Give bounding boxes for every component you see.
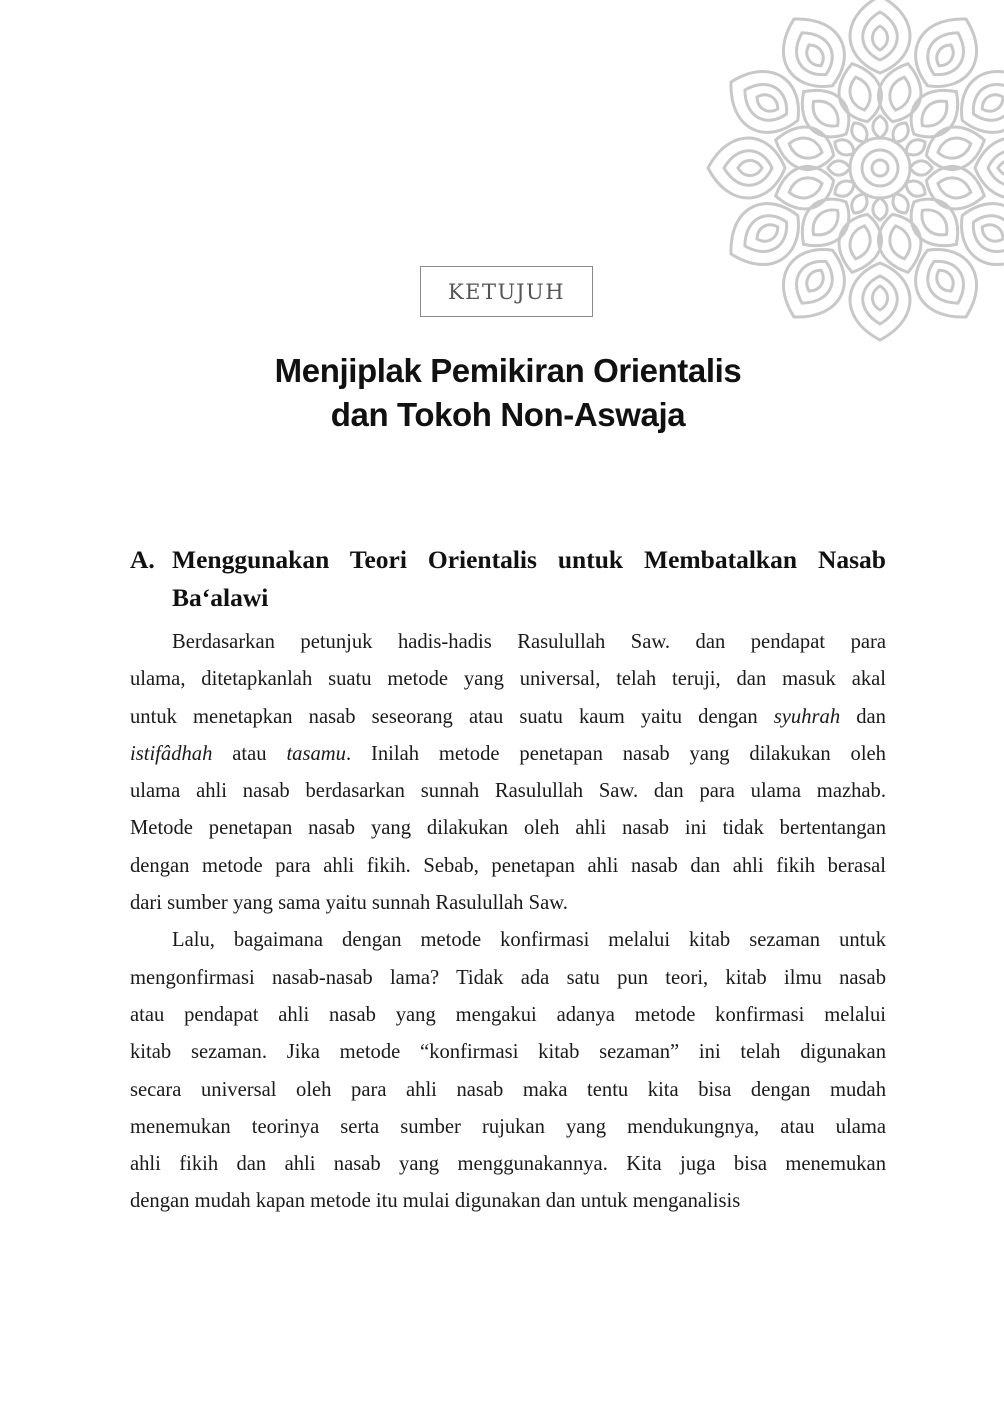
text-segment: atau pendapat ahli nasab yang mengakui adanya metode konfirmasi melalui bbox=[130, 1003, 886, 1026]
text-segment: ulama ahli nasab berdasarkan sunnah Rasulullah Saw. dan para ulama mazhab. bbox=[130, 780, 886, 803]
text-segment: Metode penetapan nasab yang dilakukan oleh ahli nasab ini tidak bertentangan bbox=[130, 817, 886, 840]
paragraph-2-line bbox=[130, 1072, 886, 1109]
text-segment: dengan mudah kapan metode itu mulai digunakan dan untuk menganalisis bbox=[130, 1190, 741, 1213]
paragraph-1-line bbox=[130, 736, 886, 773]
chapter-title-line-1: Menjiplak Pemikiran Orientalis bbox=[274, 352, 742, 389]
text-segment: kitab sezaman. Jika metode “konfirmasi kitab sezaman” ini telah digunakan bbox=[130, 1041, 886, 1064]
italic-term: syuhrah bbox=[773, 705, 841, 728]
paragraph-2-line bbox=[130, 1034, 886, 1071]
section-heading-line-1: Menggunakan Teori Orientalis untuk Membatalkan Nasab bbox=[172, 545, 886, 574]
paragraph-1-line bbox=[130, 624, 886, 661]
text-segment: untuk menetapkan nasab seseorang atau suatu kaum yaitu dengan bbox=[130, 705, 774, 728]
paragraph-2-line bbox=[130, 1183, 886, 1220]
paragraph-2-line bbox=[130, 922, 886, 959]
text-segment: ahli fikih dan ahli nasab yang menggunakannya. Kita juga bisa menemukan bbox=[130, 1153, 886, 1176]
paragraph-2-line bbox=[130, 1146, 886, 1183]
paragraph-1-line bbox=[130, 773, 886, 810]
text-segment: Berdasarkan petunjuk hadis-hadis Rasulullah Saw. dan pendapat para bbox=[172, 631, 886, 653]
paragraph-2-line bbox=[130, 997, 886, 1034]
paragraph-1-line bbox=[130, 810, 886, 847]
paragraph-1-line bbox=[130, 661, 886, 698]
text-segment: ulama, ditetapkanlah suatu metode yang universal, telah teruji, dan masuk akal bbox=[130, 668, 886, 691]
chapter-title-line-2: dan Tokoh Non-Aswaja bbox=[330, 396, 686, 433]
body-text bbox=[130, 624, 886, 1221]
paragraph-2-line bbox=[130, 960, 886, 997]
mandala-ornament-icon bbox=[700, 0, 1004, 348]
text-segment: . Inilah metode penetapan nasab yang dilakukan oleh bbox=[345, 742, 886, 765]
text-segment: menemukan teorinya serta sumber rujukan yang mendukungnya, atau ulama bbox=[130, 1115, 886, 1138]
text-segment: dan bbox=[840, 705, 886, 728]
text-segment: mengonfirmasi nasab-nasab lama? Tidak ada satu pun teori, kitab ilmu nasab bbox=[130, 966, 886, 989]
section-heading-line-2: Ba‘alawi bbox=[172, 583, 269, 612]
section-letter: A. bbox=[130, 545, 155, 574]
paragraph-1-line bbox=[130, 848, 886, 885]
paragraph-1-line bbox=[130, 699, 886, 736]
section-heading bbox=[130, 541, 886, 617]
text-segment: dari sumber yang sama yaitu sunnah Rasulullah Saw. bbox=[130, 892, 568, 915]
text-segment: dengan metode para ahli fikih. Sebab, penetapan ahli nasab dan ahli fikih berasal bbox=[130, 854, 886, 877]
paragraph-2-line bbox=[130, 1109, 886, 1146]
paragraph-1-line bbox=[130, 885, 886, 922]
chapter-title bbox=[130, 349, 886, 437]
text-segment: Lalu, bagaimana dengan metode konfirmasi melalui kitab sezaman untuk bbox=[172, 929, 886, 952]
text-segment: atau bbox=[212, 742, 287, 765]
italic-term: tasamu bbox=[286, 742, 346, 765]
section-heading-text bbox=[172, 541, 886, 617]
chapter-label: KETUJUH bbox=[420, 266, 593, 317]
text-segment: secara universal oleh para ahli nasab maka tentu kita bisa dengan mudah bbox=[130, 1078, 886, 1101]
italic-term: istifâdhah bbox=[130, 742, 213, 765]
